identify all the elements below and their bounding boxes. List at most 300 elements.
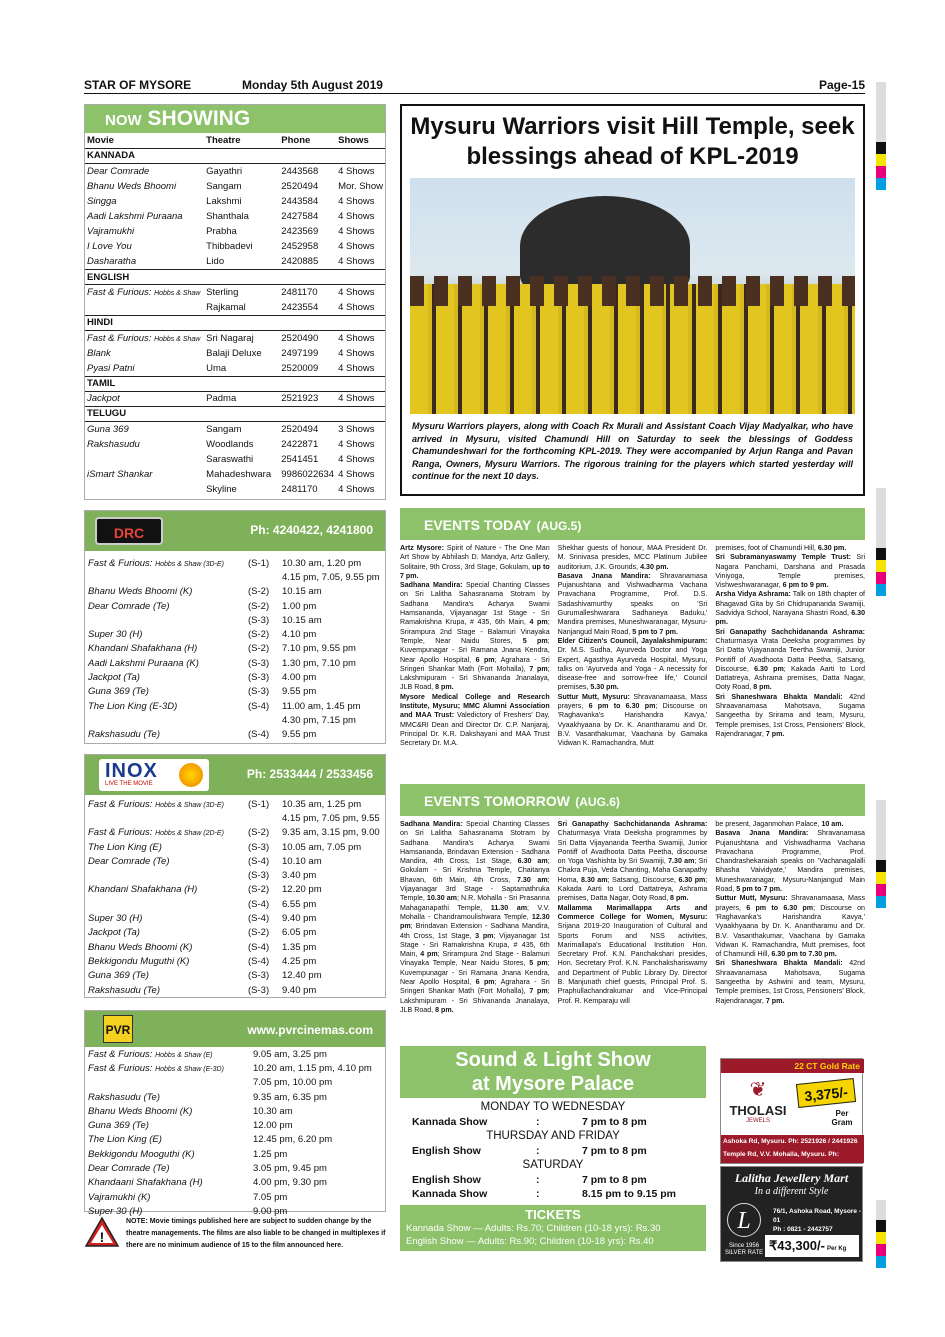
movie-title: Jackpot (Ta) [88,672,140,684]
phone: 2443568 [281,165,319,177]
since-badge: Since 1956 SILVER RATE [725,1243,764,1256]
movie-title: Fast & Furious: Hobbs & Shaw (E) [88,1048,213,1060]
events-tomorrow [400,784,865,1042]
sound-light-schedule [400,1098,706,1203]
now-showing-table [85,133,385,498]
times: 6.05 pm [282,927,317,939]
screen: (S-2) [248,927,270,939]
phone: 2427584 [281,211,319,223]
shows: 4 Shows [338,393,375,405]
movie-title: Guna 369 (Te) [88,1120,149,1132]
movie-title: Dear Comrade [87,165,150,177]
screen: (S-4) [248,855,270,867]
screen: (S-1) [248,798,270,810]
showtime-row [85,940,385,954]
movie-title: Bekkigondu Mooguthi (K) [88,1148,195,1160]
times: 10.30 am, 1.20 pm [282,557,362,569]
times: 10.15 am [282,586,322,598]
phone: 2423554 [281,301,319,313]
schedule-day: THURSDAY AND FRIDAY [486,1130,620,1142]
now-showing-box [84,104,386,500]
shows: 4 Shows [338,256,375,268]
screen: (S-3) [248,614,270,626]
movie-title: Rakshasudu [87,438,140,450]
col-phone: Phone [281,134,311,146]
screen: (S-2) [248,643,270,655]
schedule-row: English Show : 7 pm to 8 pm [412,1145,647,1157]
shows: 4 Shows [338,362,375,374]
showtime-row [85,627,385,641]
movie-title: Fast & Furious: Hobbs & Shaw (E-3D) [88,1062,224,1074]
inox-showtimes [85,797,385,997]
movie-title [85,452,204,467]
phone: 2422871 [281,438,319,450]
table-row [85,194,385,209]
section-label: TAMIL [85,376,385,391]
showtime-row [85,1104,385,1118]
table-row [85,209,385,224]
table-row [85,285,385,300]
events-today-header: EVENTS TODAY (AUG.5) [400,508,865,540]
screen: (S-3) [248,870,270,882]
table-row [85,179,385,194]
table-row [85,255,385,270]
silver-price: ₹43,300/- Per Kg [765,1235,859,1257]
times: 1.00 pm [282,600,317,612]
showtime-row [85,1090,385,1104]
times: 3.40 pm [282,870,317,882]
schedule-row: English Show : 7 pm to 8 pm [412,1174,647,1186]
showtime-row [85,1118,385,1132]
photo-story [400,104,865,496]
events-column: be present, Jaganmohan Palace, 10 am. Basava Jnana Mandira: Shravanamasa Pujanushtana and Vishwadharma Vachana Pravachana Programme, Prof. Chandrashekaraiah speaks on 'Vachanagalalli Bhasha Vaividyate,' Mandira premises, Muneshwaranagar, Mysuru-Nanjangud Main Road, 5 pm to 7 pm. Suttur Mutt, Mysuru: Shravanamaasa, Mass prayers, 6 pm to 6.30 pm; Discourse on 'Raghavanka's Harishandra Kavya,' Vyaakhyaana by Dr. K. Anantharamu and Dr. B.V. Vasanthakumar, Vaachana by Gamaka Vidwan K. Ramachandra, Mutt premises, foot of Chamundi Hill, 6.30 pm to 7.30 pm. Sri Shaneshwara Bhakta Mandali: 42nd Shraavanamasa Mahotsava, Sugama Sangeetha by Ashwini and team, Mysuru, Temple premises, 1st Cross, Pensioners' Block, Rajendranagar, 7 pm. [715,820,865,1005]
col-shows: Shows [338,134,369,146]
gold-price: 3,375/- [796,1078,856,1108]
movie-title: Fast & Furious: Hobbs & Shaw (3D-E) [88,798,224,810]
movie-title: Bhanu Weds Bhoomi (K) [88,586,193,598]
phone: 2520494 [281,180,319,192]
shows: 4 Shows [338,438,375,450]
shows: 4 Shows [338,301,375,313]
shows: 4 Shows [338,469,375,481]
events-today-columns [400,544,865,780]
movie-title: Dear Comrade (Te) [88,855,170,867]
screen: (S-3) [248,970,270,982]
section-label: ENGLISH [85,270,385,285]
shows: 3 Shows [338,423,375,435]
movie-title [85,897,245,911]
shows: 4 Shows [338,211,375,223]
times: 1.25 pm [253,1148,288,1160]
schedule-day: SATURDAY [522,1159,584,1171]
times: 4.15 pm, 7.05 pm, 9.55 [282,812,380,824]
movie-title: Aadi Lakshmi Puraana [87,211,183,223]
showtime-row [85,670,385,684]
showtime-row [85,1133,385,1147]
screen: (S-2) [248,884,270,896]
section-row [85,376,385,391]
movie-title: Guna 369 [87,423,129,435]
svg-text:!: ! [99,1229,105,1245]
page-header [84,76,865,94]
times: 4.15 pm, 7.05, 9.55 pm [282,571,380,583]
table-row [85,239,385,254]
schedule-row: Kannada Show : 7 pm to 8 pm [412,1116,647,1128]
theatre: Sri Nagaraj [206,332,254,344]
showtime-row [85,1061,385,1075]
section-label: HINDI [85,315,385,330]
pvr-logo: PVR [103,1015,133,1043]
movie-title: The Lion King (E-3D) [88,700,178,712]
events-column: Artz Mysore: Spirit of Nature - The One Man Art Show by Abhilash D. Mandya, Artz Gallery, Solitaire, 9th Cross, 3rd Stage, Gokulam, up to 7 pm. Sadhana Mandira: Special Chanting Classes on Sri Lalitha Sahasranama Stotram by Sadhana Mandira's Acharya Swami Hamsananda, Vijayanagar 1st Stage - Sri Ramakrishna Krupa, # 435, 6th Main, 4 pm; Srirampura 2nd Stage - Balamuri Vinayaka Temple, Near Naidu Stores, 5 pm; Kuvempunagar - Sri Ramana Jnana Kendra, Near Apollo Hospital, 6 pm; Agrahara - Sri Sringeri Shankar Math (Fort Mohalla), 7 pm; Lakshmipuram - Sri Shivananda Jnanalaya, JLB Road, 8 pm. Mysore Medical College and Research Institute, Mysuru; MMC Alumni Association and MAA Trust: Valedictory of Freshers' Day, MMC&RI Dean and Director Dr. C.P. Nanjaraj, Principal Dr. K.R. Dakshayani and MAA Trust Secretary Dr. M.A. [400,544,550,748]
lalitha-tagline: In a different Style [754,1186,829,1197]
times: 12.00 pm [253,1120,293,1132]
showtime-row [85,642,385,656]
sound-light-title: Sound & Light Show at Mysore Palace [400,1046,706,1098]
phone: 2520009 [281,362,319,374]
team-photo [410,178,855,414]
inox-phone: Ph: 2533444 / 2533456 [246,767,373,781]
showtime-row [85,854,385,868]
events-tomorrow-columns [400,820,865,1042]
theatre: Skyline [206,484,237,496]
showtime-row [85,883,385,897]
theatre: Padma [206,393,237,405]
color-registration-bar [876,82,886,190]
times: 1.30 pm, 7.10 pm [282,657,356,669]
movie-title: Bhanu Weds Bhoomi (K) [88,941,193,953]
times: 4.00 pm [282,672,317,684]
theatre: Shanthala [206,211,249,223]
showtime-row [85,1076,385,1090]
theatre: Rajkamal [206,301,246,313]
screen: (S-4) [248,700,270,712]
theatre: Woodlands [206,438,254,450]
showtime-row [85,599,385,613]
times: 12.45 pm, 6.20 pm [253,1134,333,1146]
per-gram: Per Gram [831,1109,853,1127]
times: 9.00 pm [253,1205,288,1217]
phone: 2521923 [281,393,319,405]
showtime-row [85,1147,385,1161]
showtime-row [85,699,385,713]
timings-note [84,1216,386,1266]
movie-title: Guna 369 (Te) [88,686,149,698]
schedule-day: MONDAY TO WEDNESDAY [480,1101,626,1113]
screen [245,811,279,825]
movie-title: Rakshasudu (Te) [88,984,160,996]
table-row [85,330,385,345]
screen: (S-2) [248,586,270,598]
movie-title: Bhanu Weds Bhoomi [87,180,177,192]
showtime-row [85,556,385,570]
story-caption: Mysuru Warriors players, along with Coach Rx Murali and Assistant Coach Vijay Madyalkar, who have arrived in Mysuru, visited Chamundi Hill on Saturday to seek the blessings of Goddess Chamundeshwari for the forthcoming KPL-2019. They were accompanied by Arjun Ranga and Pavan Ranga, Owners, Mysuru Warriors. The rigorous training for the players which started yesterday will continue for the next 10 days. [412,421,853,481]
showtime-row [85,826,385,840]
color-registration-bar [876,1200,886,1268]
movie-title: Singga [87,195,117,207]
movie-title: I Love You [87,241,132,253]
shows: 4 Shows [338,195,375,207]
tholasi-logo: ❦ THOLASI JEWELS [727,1077,789,1131]
screen: (S-3) [248,686,270,698]
lalitha-monogram-icon: L [727,1203,761,1237]
times: 10.15 am [282,614,322,626]
screen: (S-1) [248,557,270,569]
issue-date: Monday 5th August 2019 [242,78,383,92]
movie-title [85,613,245,627]
screen: (S-2) [248,629,270,641]
showtime-row [85,685,385,699]
screen: (S-2) [248,600,270,612]
movie-title: Dasharatha [87,256,137,268]
times: 9.40 pm [282,913,317,925]
table-row [85,300,385,315]
tickets-title: TICKETS [525,1207,581,1222]
showtime-row [85,811,385,825]
showtime-row [85,983,385,997]
shows: 4 Shows [338,226,375,238]
pvr-showtimes [85,1047,385,1219]
drc-phone: Ph: 4240422, 4241800 [250,523,373,537]
movie-title: Bekkigondu Muguthi (K) [88,955,190,967]
phone: 2520494 [281,423,319,435]
paper-name: STAR OF MYSORE [84,78,192,92]
color-registration-bar [876,488,886,596]
showtime-row [85,1190,385,1204]
section-row [85,270,385,285]
tholasi-address: Ashoka Rd, Mysuru. Ph: 2521926 / 2441926 Temple Rd, V.V. Mohalla, Mysuru. Ph: [721,1135,864,1163]
table-header [85,133,385,148]
showtime-row [85,713,385,727]
movie-title: Rakshasudu (Te) [88,1091,160,1103]
showtime-row [85,656,385,670]
theatre: Sangam [206,180,242,192]
movie-title: Dear Comrade (Te) [88,1163,170,1175]
showtime-row [85,728,385,742]
events-today [400,508,865,780]
table-row [85,437,385,452]
table-row [85,224,385,239]
times: 4.00 pm, 9.30 pm [253,1177,327,1189]
table-row [85,452,385,467]
theatre: Mahadeshwara [206,469,272,481]
theatre: Sangam [206,423,242,435]
showtime-row [85,954,385,968]
showtime-row [85,1047,385,1061]
shows: 4 Shows [338,332,375,344]
times: 11.00 am, 1.45 pm [282,700,361,712]
movie-title: Jackpot (Ta) [88,927,140,939]
phone: 2541451 [281,454,319,466]
events-tomorrow-header: EVENTS TOMORROW (AUG.6) [400,784,865,816]
section-row [85,315,385,330]
movie-title: The Lion King (E) [88,841,162,853]
phone: 2481170 [281,287,318,299]
screen: (S-4) [248,898,270,910]
times: 9.05 am, 3.25 pm [253,1048,327,1060]
movie-title: Super 30 (H) [88,913,143,925]
shows: 4 Shows [338,165,375,177]
movie-title: Pyasi Patni [87,362,135,374]
table-row [85,391,385,406]
ticket-english: English Show — Adults: Rs.90; Children (10-18 yrs): Rs.40 [406,1236,654,1247]
phone: 2443584 [281,195,319,207]
movie-title: Vajramukhi (K) [88,1191,151,1203]
color-registration-bar [876,800,886,908]
pvr-url[interactable]: www.pvrcinemas.com [247,1023,373,1037]
times: 4.25 pm [282,955,317,967]
phone: 2423569 [281,226,319,238]
movie-title [85,713,245,727]
movie-title: The Lion King (E) [88,1134,162,1146]
theatre: Gayathri [206,165,243,177]
showtime-row [85,911,385,925]
showtime-row [85,926,385,940]
drc-header [85,511,385,551]
lalitha-address: 76/1, Ashoka Road, Mysore - 01 Ph : 0821 - 2442757 [773,1208,861,1233]
showtime-row [85,1161,385,1175]
shows: 4 Shows [338,347,375,359]
movie-title [85,1076,250,1090]
screen: (S-3) [248,841,270,853]
theatre: Balaji Deluxe [206,347,262,359]
movie-title: Jackpot [87,393,120,405]
showtime-row [85,969,385,983]
showtime-row [85,868,385,882]
phone: 2481170 [281,484,318,496]
times: 9.55 pm [282,686,317,698]
drc-showtimes [85,556,385,742]
times: 3.05 pm, 9.45 pm [253,1163,327,1175]
movie-title: Fast & Furious: Hobbs & Shaw (3D-E) [88,557,224,569]
times: 7.05 pm, 10.00 pm [253,1077,333,1089]
theatre: Uma [206,362,227,374]
shows: 4 Shows [338,454,375,466]
events-column: Sadhana Mandira: Special Chanting Classes on Sri Lalitha Sahasranama Stotram by Sadhana Mandira's Acharya Swami Hamsananda, Brindavan Extension - Sadhana Mandira, 4th Cross, 1st Stage, 6.30 am; Gokulam - Sri Krishna Temple, Chaitanya Bhavan, 6th Main, 4th Cross, 7.30 am; Vijayanagar 3rd Stage - Saptamathruka Temple, 10.30 am; N.R. Mohalla - Sri Prasanna Mahaganapathi Temple, 11.30 am; V.V. Mohalla - Chandramoulishwara Temple, 12.30 pm; Brindavan Extension - Sadhana Mandira, 4th Cross, 1st Stage, 3 pm; Vijayanagar 1st Stage - Sri Ramakrishna Krupa, # 435, 6th Main, 4 pm; Srirampura 2nd Stage - Balamuri Vinayaka Temple, Near Naidu Stores, 5 pm; Kuvempunagar - Sri Ramana Jnana Kendra, Near Apollo Hospital, 6 pm; Agrahara - Sri Sringeri Shankar Math (Fort Mohalla), 7 pm; Lakshmipuram - Sri Shivananda Jnanalaya, JLB Road, 8 pm. [400,820,550,1014]
theatre: Thibbadevi [206,241,253,253]
screen: (S-2) [248,827,270,839]
movie-title: Guna 369 (Te) [88,970,149,982]
movie-title: Fast & Furious: Hobbs & Shaw [87,332,201,344]
screen: (S-4) [248,955,270,967]
shows: Mor. Show [338,180,383,192]
drc-cinema-box [84,510,386,744]
phone: 9986022634 [281,469,335,481]
showtime-row [85,840,385,854]
inox-cinema-box [84,754,386,998]
tickets-box [400,1205,706,1251]
showtime-row [85,613,385,627]
table-row [85,467,385,482]
theatre: Sterling [206,287,239,299]
showtime-row [85,797,385,811]
times: 4.10 pm [282,629,317,641]
movie-title: Khandaani Shafakhana (H) [88,1177,203,1189]
movie-title: Khandani Shafakhana (H) [88,643,198,655]
story-headline: Mysuru Warriors visit Hill Temple, seek blessings ahead of KPL-2019 [410,113,855,170]
table-row [85,361,385,376]
times: 9.40 pm [282,984,317,996]
inox-header [85,755,385,795]
movie-title [85,811,245,825]
movie-title: Super 30 (H) [88,1205,143,1217]
ticket-kannada: Kannada Show — Adults: Rs.70; Children (10-18 yrs): Rs.30 [406,1223,661,1234]
screen [245,570,279,584]
screen: (S-4) [248,913,270,925]
theatre: Prabha [206,226,237,238]
movie-title: Rakshasudu (Te) [88,729,160,741]
movie-title [85,570,245,584]
times: 10.30 am [253,1105,293,1117]
screen: (S-3) [248,657,270,669]
lalitha-name: Lalitha Jewellery Mart [734,1171,849,1185]
times: 7.05 pm [253,1191,288,1203]
movie-title: Bhanu Weds Bhoomi (K) [88,1105,193,1117]
theatre: Lido [206,256,225,268]
showtime-row [85,570,385,584]
movie-title: Aadi Lakshmi Puraana (K) [88,657,199,669]
table-row [85,482,385,497]
table-row [85,422,385,437]
section-row [85,148,385,163]
events-column: Sri Ganapathy Sachchidananda Ashrama: Chaturmasya Vrata Deeksha programmes by Sri Datta Vijayananda Teertha Swamiji, Junior Pontiff of Avadhoota Datta Peetha, discourse on Yoga Vashishta by Sri Swamiji, 7.30 am; Sri Chakra Puja, Veda Chanting, Maha Ganapathy Homa, 8.30 am; Satsang, Discourse, 6.30 pm; Kakada Aarti to Lord Dattatreya, Ashrama premises, Datta Nagar, Ooty Road, 8 pm. Mallamma Marimallappa Arts and Commerce College for Women, Mysuru: Srijana 2019-20 Inauguration of Cultural and Sports Forum and NSS activities, Marimallapa's Educational Institution Hon. Secretary Prof. K.N. Panchakshari presides, Hon. Secretary Prof. K.N. Panchakshariswamy and Department of Public Library Dy. Director B. Manjunath chief guests, Principal Prof. S. Praphullachandrakumar and Vice-Principal Prof. R. Kemparaju will [557,820,708,1005]
times: 4.30 pm, 7.15 pm [282,714,356,726]
theatre: Lakshmi [206,195,242,207]
movie-title [85,868,245,882]
phone: 2520490 [281,332,319,344]
times: 7.10 pm, 9.55 pm [282,643,356,655]
movie-title: Khandani Shafakhana (H) [88,884,198,896]
movie-title [85,300,204,315]
screen: (S-3) [248,672,270,684]
phone: 2452958 [281,241,319,253]
section-row [85,406,385,421]
times: 9.55 pm [282,729,317,741]
movie-title: Vajramukhi [87,226,135,238]
note-text: NOTE: Movie timings published here are subject to sudden change by the theatre managements. The films are also liable to be changed in multiplexes if there are no minimum audience of 15 to the film announced here. [126,1218,386,1249]
theatre: Saraswathi [206,454,254,466]
inox-globe-icon [179,763,203,787]
inox-logo: INOX LIVE THE MOVIE [99,759,209,791]
shows: 4 Shows [338,287,375,299]
schedule-row: Kannada Show : 8.15 pm to 9.15 pm [412,1188,676,1200]
times: 12.20 pm [282,884,322,896]
showtime-row [85,897,385,911]
lalitha-ad [720,1166,863,1262]
screen: (S-4) [248,729,270,741]
shows: 4 Shows [338,241,375,253]
movie-title: Super 30 (H) [88,629,143,641]
times: 9.35 am, 3.15 pm, 9.00 [282,827,380,839]
times: 1.35 pm [282,941,317,953]
movie-title: iSmart Shankar [87,469,153,481]
events-column: premises, foot of Chamundi Hill, 6.30 pm. Sri Subramanyaswamy Temple Trust: Sri Nagara Panchami, Darshana and Prasada Viniyoga, Temple premises, Vishweshwaranagar, 6 pm to 9 pm. Arsha Vidya Ashrama: Talk on 18th chapter of Bhagavad Gita by Sri Chidrupananda Swamiji, Sadvidya School, Narayana Shastri Road, 6.30 pm. Sri Ganapathy Sachchidananda Ashrama: Chaturmasya Vrata Deeksha programmes by Sri Datta Vijayananda Teertha Swamiji, Junior Pontiff of Avadhoota Datta Peetha, Satsang, Discourse, 6.30 pm; Kakada Aarti to Lord Dattatreya, Ashrama premises, Datta Nagar, Ooty Road, 8 pm. Sri Shaneshwara Bhakta Mandali: 42nd Shraavanamasa Mahotsava, Sugama Sangeetha by Srirama and team, Mysuru, Temple premises, 1st Cross, Pensioners' Block, Rajendranagar, 7 pm. [715,544,865,738]
movie-title [85,482,204,497]
events-column: Shekhar guests of honour, MAA President Dr. M. Srinivasa presides, MCC Platinum Jubilee auditorium, J.K. Grounds, 4.30 pm. Basava Jnana Mandira: Shravanamasa Pujanushtana and Vishwadharma Vachana Pravachana Programme, Prof. D.S. Sadashivamurthy speaks on 'Sri Gurumalleshwarara Sadhaneya Baduku,' Mandira premises, Muneshwaranagar, Mysuru-Nanjangud Main Road, 5 pm to 7 pm. Elder Citizen's Council, Jayalakshmipuram: Dr. M.S. Sudha, Ayurveda Doctor and Yoga Expert, Agasthya Ayurveda Hospital, Mysuru, talks on 'Ayurveda and Yoga - A necessity for disease-free and sorrow-free life,' Council premises, 5.30 pm. Suttur Mutt, Mysuru: Shravanamaasa, Mass prayers, 6 pm to 6.30 pm; Discourse on 'Raghavanka's Harishandra Kavya,' Vyaakhyaana by Dr. K. Anantharamu and Dr. B.V. Vasanthakumar, Vaachana by Gamaka Vidwan K. Ramachandra, Mutt [557,544,708,748]
page-number: Page-15 [818,78,865,92]
warning-icon [84,1216,120,1250]
tholasi-ad [720,1058,863,1164]
times: 10.20 am, 1.15 pm, 4.10 pm [253,1062,372,1074]
gold-rate-label: 22 CT Gold Rate [721,1059,864,1073]
drc-logo: DRC [95,517,163,545]
showtime-row [85,1176,385,1190]
table-row [85,163,385,178]
movie-title: Dear Comrade (Te) [88,600,170,612]
section-label: KANNADA [85,148,385,163]
movie-title: Fast & Furious: Hobbs & Shaw [87,287,201,299]
movie-title: Fast & Furious: Hobbs & Shaw (2D-E) [88,827,224,839]
